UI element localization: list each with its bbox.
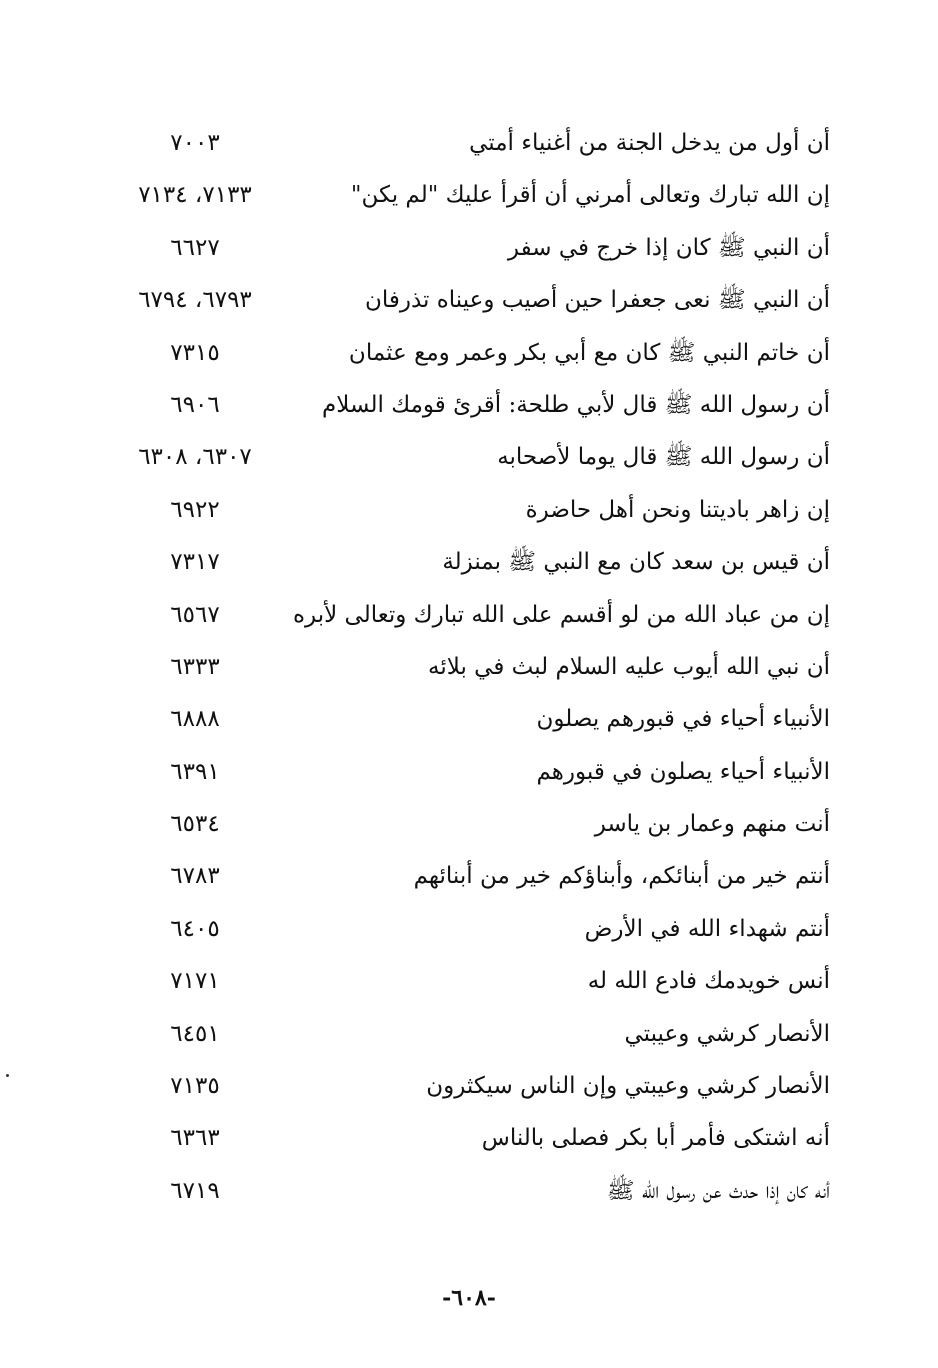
hadith-text: أن رسول الله ﷺ قال يوما لأصحابه	[497, 444, 830, 471]
hadith-text: الأنبياء أحياء في قبورهم يصلون	[536, 706, 830, 733]
index-row	[100, 851, 830, 903]
hadith-text: أن خاتم النبي ﷺ كان مع أبي بكر وعمر ومع عثمان	[348, 339, 830, 366]
hadith-number: ٦٣٣٣	[170, 653, 220, 680]
index-row	[100, 223, 830, 275]
hadith-text: الأنصار كرشي وعيبتي وإن الناس سيكثرون	[426, 1073, 830, 1100]
hadith-text: أن أول من يدخل الجنة من أغنياء أمتي	[469, 130, 830, 156]
index-row	[100, 694, 830, 746]
hadith-text: أنتم خير من أبنائكم، وأبناؤكم خير من أبنائهم	[413, 863, 830, 890]
page-number: -٦٠٨-	[442, 1285, 496, 1311]
index-row	[100, 904, 830, 956]
hadith-number: ٦٩٢٢	[170, 496, 220, 523]
index-row	[100, 1166, 830, 1218]
hadith-text: أنت منهم وعمار بن ياسر	[594, 811, 830, 838]
hadith-number: ٦٧٩٣، ٦٧٩٤	[138, 287, 252, 314]
hadith-number: ٦٧٨٣	[170, 863, 220, 890]
hadith-number: ٦٦٢٧	[170, 234, 220, 261]
hadith-number: ٧١٣٣، ٧١٣٤	[138, 182, 252, 209]
hadith-text: أنه كان إذا حدث عن رسول الله ﷺ	[606, 1177, 830, 1204]
index-row	[100, 275, 830, 327]
index-row	[100, 799, 830, 851]
index-row	[100, 1009, 830, 1061]
hadith-text: أن النبي ﷺ نعى جعفرا حين أصيب وعيناه تذرفان	[364, 287, 830, 314]
hadith-number: ٦٣٠٧، ٦٣٠٨	[138, 444, 252, 471]
hadith-number: ٦٨٨٨	[170, 706, 220, 733]
index-row	[100, 170, 830, 222]
index-row	[100, 956, 830, 1008]
index-row	[100, 1061, 830, 1113]
hadith-number: ٦٣٦٣	[170, 1125, 220, 1152]
hadith-text: أن قيس بن سعد كان مع النبي ﷺ بمنزلة	[442, 549, 830, 576]
hadith-number: ٦٥٣٤	[170, 811, 220, 838]
index-row	[100, 537, 830, 589]
hadith-number: ٦٧١٩	[170, 1177, 220, 1204]
hadith-text: أن رسول الله ﷺ قال لأبي طلحة: أقرئ قومك السلام	[322, 391, 830, 418]
hadith-text: إن من عباد الله من لو أقسم على الله تبارك وتعالى لأبره	[292, 601, 830, 628]
hadith-text: إن الله تبارك وتعالى أمرني أن أقرأ عليك "لم يكن"	[350, 182, 830, 209]
index-row	[100, 747, 830, 799]
index-row	[100, 380, 830, 432]
hadith-number: ٧٣١٥	[170, 339, 220, 366]
hadith-text: أنتم شهداء الله في الأرض	[584, 915, 830, 942]
index-row	[100, 432, 830, 484]
hadith-text: الأنبياء أحياء يصلون في قبورهم	[536, 758, 830, 785]
hadith-text: أنس خويدمك فادع الله له	[587, 968, 830, 995]
hadith-number: ٦٩٠٦	[170, 391, 220, 418]
hadith-text: أن النبي ﷺ كان إذا خرج في سفر	[507, 234, 830, 261]
index-row	[100, 642, 830, 694]
hadith-text: أن نبي الله أيوب عليه السلام لبث في بلائه	[428, 653, 830, 680]
hadith-number: ٦٤٠٥	[170, 915, 220, 942]
scan-speck	[6, 1074, 9, 1077]
index-row	[100, 590, 830, 642]
hadith-text: أنه اشتكى فأمر أبا بكر فصلى بالناس	[481, 1125, 830, 1152]
hadith-number: ٦٤٥١	[170, 1020, 220, 1047]
index-row	[100, 1113, 830, 1165]
hadith-number: ٧٣١٧	[170, 549, 220, 576]
index-row	[100, 118, 830, 170]
hadith-number: ٦٣٩١	[170, 758, 220, 785]
index-row	[100, 485, 830, 537]
hadith-number: ٧٠٠٣	[170, 130, 220, 156]
hadith-text: الأنصار كرشي وعيبتي	[624, 1020, 830, 1047]
hadith-number: ٧١٧١	[170, 968, 220, 995]
index-row	[100, 328, 830, 380]
hadith-number: ٦٥٦٧	[170, 601, 220, 628]
hadith-text: إن زاهر باديتنا ونحن أهل حاضرة	[525, 496, 830, 523]
hadith-number: ٧١٣٥	[170, 1073, 220, 1100]
hadith-index-list	[100, 118, 830, 1218]
